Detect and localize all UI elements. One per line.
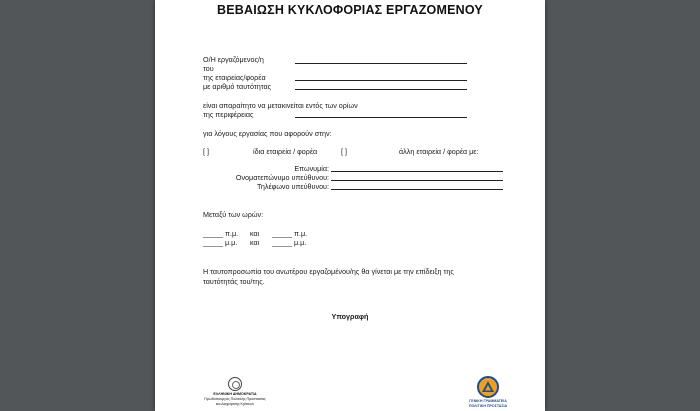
company-name-line[interactable]	[331, 171, 503, 172]
responsible-name-label: Ονοματεπώνυμο υπεύθυνου:	[235, 173, 329, 182]
time-pm-start[interactable]: _____ μ.μ.	[203, 238, 238, 247]
time-am-start[interactable]: _____ π.μ.	[203, 229, 239, 238]
reasons-label: για λόγους εργασίας που αφορούν στην:	[203, 129, 332, 138]
company-label: της εταιρείας/φορέα	[203, 73, 266, 82]
identity-text-line1: Η ταυτοπροσωπία του ανωτέρου εργαζομένου/ης θα γίνεται με την επίδειξη της	[203, 267, 454, 276]
footer-right-line2: ΠΟΛΙΤΙΚΗ ΠΡΟΣΤΑΣΙΑ	[468, 404, 508, 408]
hours-label: Μεταξύ των ωρών:	[203, 210, 264, 219]
footer-left-line2: Πρωθυπουργός Πολιτικής Προστασίας	[204, 397, 266, 401]
responsible-phone-label: Τηλέφωνο υπεύθυνου:	[257, 182, 329, 191]
time-am-end[interactable]: _____ π.μ.	[272, 229, 308, 238]
footer-left-line1: ΕΛΛΗΝΙΚΗ ΔΗΜΟΚΡΑΤΙΑ	[213, 392, 257, 396]
document-title: ΒΕΒΑΙΩΣΗ ΚΥΚΛΟΦΟΡΙΑΣ ΕΡΓΑΖΟΜΕΝΟΥ	[217, 3, 483, 17]
employee-label: Ο/Η εργαζόμενος/η	[203, 55, 264, 64]
time-and-1: και	[250, 229, 260, 238]
region-line[interactable]	[295, 117, 467, 118]
other-company-checkbox[interactable]: [ ]	[341, 147, 347, 156]
signature-label: Υπογραφή	[331, 312, 369, 321]
company-line[interactable]	[295, 80, 467, 81]
time-pm-end[interactable]: _____ μ.μ.	[272, 238, 307, 247]
time-and-2: και	[250, 238, 260, 247]
other-company-option: άλλη εταιρεία / φορέα με:	[399, 147, 479, 156]
company-name-label: Επωνυμία:	[294, 164, 329, 173]
identity-text-line2: ταυτότητάς του/της.	[203, 277, 265, 286]
same-company-option: ίδια εταιρεία / φορέα	[253, 147, 318, 156]
of-label: του	[203, 64, 214, 73]
id-line[interactable]	[295, 89, 467, 90]
id-label: με αριθμό ταυτότητας	[203, 82, 272, 91]
footer-right-line1: ΓΕΝΙΚΗ ΓΡΑΜΜΑΤΕΙΑ	[469, 399, 507, 403]
greek-republic-seal-icon	[228, 377, 242, 391]
necessity-text-line1: είναι απαραίτητο να μετακινείται εντός των ορίων	[203, 101, 358, 110]
footer-left-line3: και Διαχείρισης Κρίσεων	[215, 402, 255, 406]
necessity-text-line2: της περιφέρειας	[203, 110, 254, 119]
document-page	[155, 0, 545, 411]
responsible-name-line[interactable]	[331, 180, 503, 181]
same-company-checkbox[interactable]: [ ]	[203, 147, 209, 156]
civil-protection-logo-icon	[477, 376, 499, 398]
employee-name-line[interactable]	[295, 63, 467, 64]
responsible-phone-line[interactable]	[331, 189, 503, 190]
